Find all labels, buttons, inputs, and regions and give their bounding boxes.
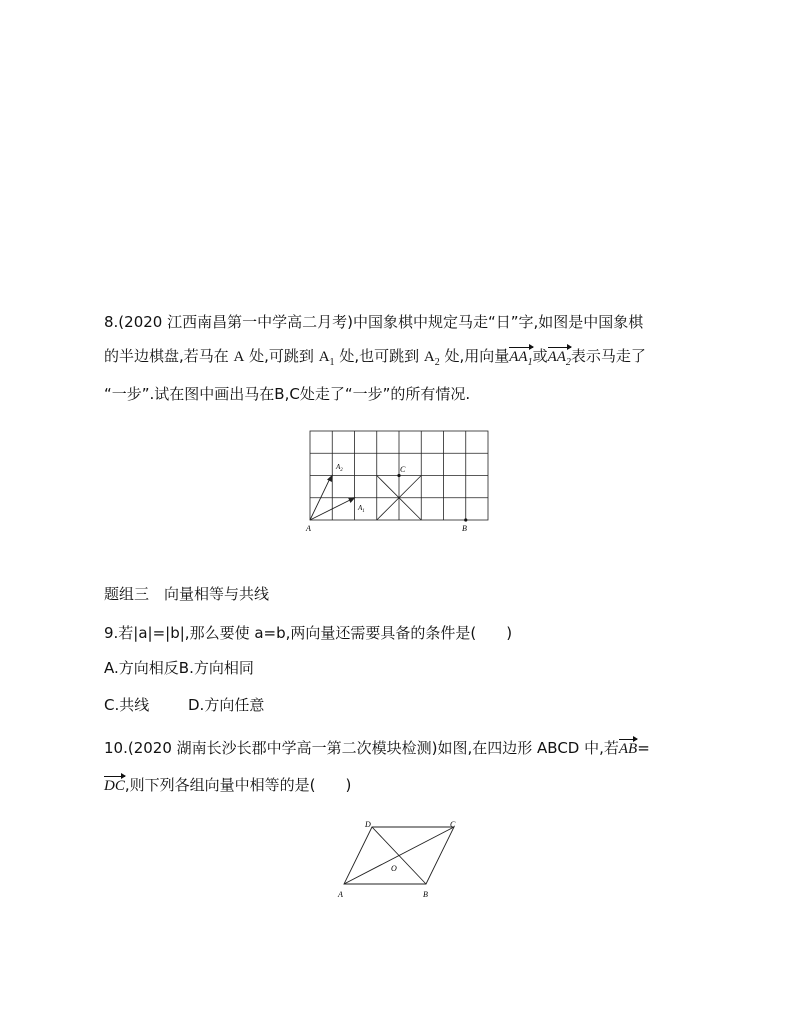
label-a1	[357, 504, 365, 514]
point-c-dot	[397, 474, 400, 477]
q8-text-2e: 或	[532, 347, 548, 365]
q8-vector-aa2-label: AA	[547, 349, 566, 365]
q8-line-1	[104, 311, 643, 333]
arrow-a-to-a2	[310, 477, 331, 520]
label-b: B	[462, 524, 467, 533]
label-a: A	[306, 524, 311, 533]
q8-vector-aa1-sub: 1	[527, 357, 533, 368]
q10-vector-ab: AB	[619, 738, 637, 760]
q8-text-2c: 处,也可跳到	[334, 347, 424, 365]
q10-line-1	[104, 737, 650, 760]
chessboard-figure	[300, 425, 500, 537]
point-b-dot	[464, 518, 467, 521]
label-pd: D	[365, 820, 371, 829]
label-a1-main: A	[358, 504, 363, 512]
q8-text-1: 8.(2020 江西南昌第一中学高二月考)中国象棋中规定马走“日”字,如图是中国象棋	[104, 313, 644, 331]
q8-point-a2: A	[423, 349, 435, 365]
q8-line-2	[104, 345, 646, 374]
section-heading: 题组三 向量相等与共线	[104, 585, 270, 603]
q8-point-a: A	[233, 349, 245, 365]
diagonal-bd	[372, 827, 426, 884]
q9-option-a: A.方向相反	[104, 659, 179, 677]
q8-vector-aa2-sub: 2	[565, 357, 571, 368]
arrow-a-to-a1	[310, 499, 352, 520]
q9-options-row-2	[104, 694, 264, 716]
q8-vector-aa1	[509, 346, 532, 374]
q8-point-a1-sub: 1	[329, 357, 335, 368]
q10-line-2	[104, 774, 351, 797]
label-c: C	[400, 465, 406, 474]
label-a2-sub: 2	[340, 468, 343, 473]
q8-line-3	[104, 383, 470, 405]
q8-text-2f: 表示马走了	[570, 347, 646, 365]
q9-option-c: C.共线	[104, 696, 150, 714]
q8-point-a1: A	[318, 349, 330, 365]
q10-vector-dc: DC	[104, 775, 125, 797]
label-pb: B	[423, 890, 428, 899]
q10-equals: =	[637, 739, 650, 757]
q9-option-b: B.方向相同	[178, 659, 254, 677]
q8-text-3: “一步”.试在图中画出马在B,C处走了“一步”的所有情况.	[104, 385, 471, 403]
q8-text-2b: 处,可跳到	[244, 347, 319, 365]
q10-text-2: ,则下列各组向量中相等的是( )	[124, 776, 352, 794]
q8-point-a2-sub: 2	[434, 357, 440, 368]
q8-text-2d: 处,用向量	[439, 347, 510, 365]
q8-vector-aa1-label: AA	[509, 349, 528, 365]
q10-text-1: 10.(2020 湖南长沙长郡中学高一第二次模块检测)如图,在四边形 ABCD 中,若	[104, 739, 619, 757]
q8-vector-aa2	[548, 346, 571, 374]
arrow-head-a1	[349, 498, 355, 502]
label-a1-sub: 1	[362, 509, 365, 514]
label-a2	[335, 463, 343, 473]
label-po: O	[391, 864, 397, 873]
label-pa: A	[338, 890, 343, 899]
q8-text-2a: 的半边棋盘,若马在	[104, 347, 234, 365]
q9-option-d: D.方向任意	[188, 696, 265, 714]
q9-options-row-1	[104, 657, 254, 679]
q9-stem: 9.若|a|=|b|,那么要使 a=b,两向量还需要具备的条件是( )	[104, 624, 513, 642]
arrow-head-a2	[328, 476, 332, 482]
parallelogram-figure	[333, 818, 468, 904]
label-a2-main: A	[336, 463, 341, 471]
label-pc: C	[450, 820, 456, 829]
